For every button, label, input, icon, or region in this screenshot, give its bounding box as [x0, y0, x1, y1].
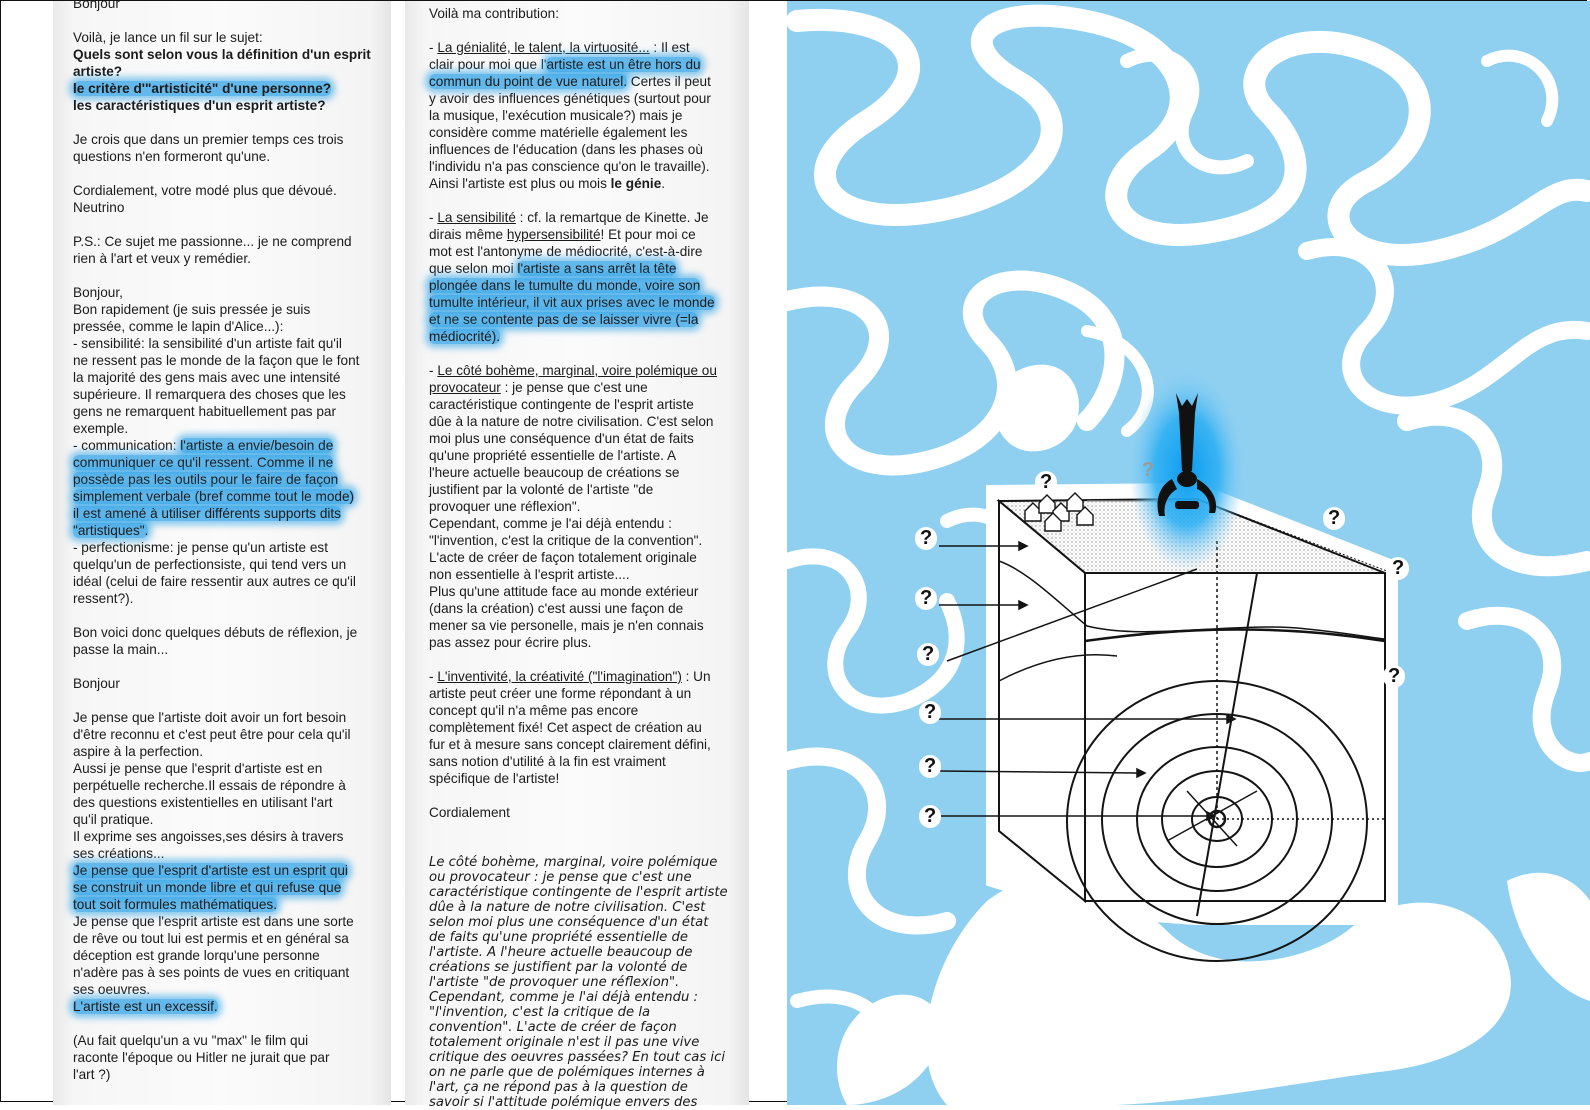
text-line: [73, 369, 385, 386]
highlighted-text: communiquer ce qu'il ressent. Comme il ne: [73, 455, 334, 470]
text-span: mot est l'antonyme de médiocrité, c'est-à-dire: [429, 244, 703, 259]
text-span: qu'une propriété essentielle de l'artiste. A: [429, 448, 677, 463]
text-line: [73, 624, 385, 641]
illustration-svg: [787, 1, 1590, 1105]
text-span: concept qu'il n'a même pas encore: [429, 703, 639, 718]
text-line: [429, 5, 744, 22]
text-line: [429, 294, 744, 311]
text-line: [73, 522, 385, 539]
text-line: [429, 73, 744, 90]
text-span: Je crois que dans un premier temps ces trois: [73, 132, 344, 147]
text-span: -: [429, 363, 438, 378]
highlighted-text: et ne se contente pas de se laisser vivre (=la: [429, 312, 699, 327]
text-span: dûe à la nature de notre civilisation. C'est selon: [429, 414, 714, 429]
highlighted-text: se construit un monde libre et qui refuse que: [73, 880, 342, 895]
text-line: [429, 634, 744, 651]
highlighted-text: le critère d'"artisticité" d'une personne?: [73, 81, 332, 96]
text-line: [73, 63, 385, 80]
illustration-panel: [787, 1, 1590, 1105]
text-span: caractéristique contingente de l'esprit artiste: [429, 397, 694, 412]
text-span: Il exprime ses angoisses,ses désirs à travers: [73, 829, 344, 844]
text-line: [429, 915, 744, 930]
highlighted-text: L'artiste est un excessif.: [73, 999, 218, 1014]
text-span: d'être reconnu et c'est peut être pour cela qu'il: [73, 727, 351, 742]
underlined-heading: Le côté bohème, marginal, voire polémique ou: [437, 363, 717, 378]
text-line: [73, 998, 385, 1015]
blank-line: [429, 821, 744, 855]
text-span: sans notion d'utilité à la fin est vraiment: [429, 754, 666, 769]
text-line: [429, 566, 744, 583]
blank-line: [73, 692, 385, 709]
text-span: selon moi plus une conséquence d'un état: [429, 915, 709, 930]
text-line: [429, 243, 744, 260]
text-line: [429, 311, 744, 328]
text-line: [73, 182, 385, 199]
text-line: [429, 930, 744, 945]
text-line: [429, 685, 744, 702]
text-line: [429, 396, 744, 413]
text-span: .: [661, 176, 666, 191]
text-line: [429, 413, 744, 430]
text-line: [73, 556, 385, 573]
text-line: [73, 46, 385, 63]
highlighted-text: plongée dans le tumulte du monde, voire son: [429, 278, 701, 293]
question-mark-label: ?: [1387, 557, 1409, 580]
text-line: [429, 1005, 744, 1020]
blank-line: [73, 1015, 385, 1032]
text-span: les caractéristiques d'un esprit artiste?: [73, 98, 326, 113]
text-span: justifient par la volonté de l'artiste "de: [429, 482, 654, 497]
text-span: : je pense que c'est une: [500, 380, 648, 395]
text-line: [73, 199, 385, 216]
text-line: [73, 913, 385, 930]
text-line: [73, 505, 385, 522]
text-span: mener sa vie personelle, mais je n'en connais: [429, 618, 704, 633]
text-line: [429, 107, 744, 124]
text-span: la musique, l'exécution musicale?) mais je: [429, 108, 683, 123]
text-span: Bonjour: [73, 676, 120, 691]
text-line: [73, 1066, 385, 1083]
highlighted-text: tout soit formules mathématiques.: [73, 897, 277, 912]
text-line: [429, 990, 744, 1005]
text-line: [429, 430, 744, 447]
text-line: [429, 515, 744, 532]
text-line: [73, 1032, 385, 1049]
text-span: spécifique de l'artiste!: [429, 771, 560, 786]
text-span: Plus qu'une attitude face au monde extérieur: [429, 584, 699, 599]
blank-line: [73, 658, 385, 675]
text-line: [429, 362, 744, 379]
text-line: [73, 862, 385, 879]
text-span: Cordialement: [429, 805, 510, 820]
text-line: [73, 896, 385, 913]
text-line: [73, 947, 385, 964]
text-line: [429, 1095, 744, 1110]
text-line: [429, 498, 744, 515]
text-span: ressent?).: [73, 591, 134, 606]
text-line: [73, 675, 385, 692]
text-line: [429, 56, 744, 73]
text-span: Cependant, comme je l'ai déjà entendu :: [429, 516, 672, 531]
text-span: clair pour moi que l': [429, 57, 547, 72]
text-span: ne ressent pas le monde de la façon que le font: [73, 353, 360, 368]
text-line: [73, 233, 385, 250]
underlined-heading: provocateur: [429, 380, 501, 395]
text-span: artiste peut créer une forme répondant à un: [429, 686, 692, 701]
text-span: perpétuelle recherche.Il essais de répondre à: [73, 778, 346, 793]
highlighted-text: médiocrité).: [429, 329, 501, 344]
blank-line: [429, 787, 744, 804]
text-line: [73, 131, 385, 148]
text-span: l'art ?): [73, 1067, 111, 1082]
text-line: [73, 539, 385, 556]
text-span: supérieure. Il remarquera des choses que les: [73, 387, 346, 402]
text-span: - perfectionisme: je pense qu'un artiste est: [73, 540, 328, 555]
text-line: [429, 600, 744, 617]
text-span: savoir si l'attitude polémique envers des: [429, 1095, 698, 1110]
text-span: aspire à la perfection.: [73, 744, 203, 759]
blank-line: [73, 12, 385, 29]
text-span: le génie: [610, 176, 662, 191]
text-line: [429, 39, 744, 56]
text-line: [429, 158, 744, 175]
text-line: [73, 1049, 385, 1066]
text-span: dirais même: [429, 227, 507, 242]
text-line: [73, 811, 385, 828]
highlighted-text: l'artiste a envie/besoin de: [180, 438, 334, 453]
text-line: [73, 29, 385, 46]
text-line: [429, 753, 744, 770]
highlighted-text: simplement verbale (bref comme tout le mode): [73, 489, 355, 504]
text-line: [429, 481, 744, 498]
text-line: [73, 97, 385, 114]
text-line: [429, 736, 744, 753]
text-span: l'heure actuelle beaucoup de créations se: [429, 465, 680, 480]
text-span: non essentielle à l'esprit artiste....: [429, 567, 630, 582]
text-span: -: [429, 669, 438, 684]
text-span: Bonjour,: [73, 285, 123, 300]
text-span: Ainsi l'artiste est plus ou mois: [429, 176, 611, 191]
text-line: [429, 447, 744, 464]
underlined-heading: L'inventivité, la créativité ("l'imagination"): [437, 669, 682, 684]
question-mark-label: ?: [1383, 665, 1405, 688]
blank-line: [73, 165, 385, 182]
highlighted-text: tumulte intérieur, il vit aux prises avec le monde: [429, 295, 715, 310]
text-line: [73, 709, 385, 726]
text-line: [429, 549, 744, 566]
left-forum-text: [73, 0, 385, 1083]
text-line: [73, 420, 385, 437]
text-span: idéal (celui de faire ressentir aux autres ce qu'il: [73, 574, 356, 589]
text-line: [73, 250, 385, 267]
question-mark-label: ?: [915, 527, 937, 550]
text-span: gens ne remarquent habituellement pas par: [73, 404, 336, 419]
text-span: des questions existentielles en utilisant l'art: [73, 795, 333, 810]
text-line: [429, 209, 744, 226]
text-span: (Au fait quelqu'un a vu "max" le film qui: [73, 1033, 309, 1048]
text-span: l'individu n'a pas conscience qu'on le travaille).: [429, 159, 710, 174]
question-mark-label: ?: [1142, 459, 1155, 481]
text-span: - communication:: [73, 438, 181, 453]
text-span: -: [429, 40, 438, 55]
text-span: exemple.: [73, 421, 129, 436]
blank-line: [429, 345, 744, 362]
text-span: considère comme matérielle également les: [429, 125, 688, 140]
text-line: [429, 770, 744, 787]
text-span: totalement originale n'est il pas une vive: [429, 1035, 700, 1050]
text-line: [429, 900, 744, 915]
text-line: [429, 90, 744, 107]
text-span: questions n'en formeront qu'une.: [73, 149, 271, 164]
text-span: Le côté bohème, marginal, voire polémique: [429, 855, 718, 870]
text-line: [73, 845, 385, 862]
text-span: Bon rapidement (je suis pressée je suis: [73, 302, 311, 317]
question-mark-label: ?: [919, 805, 941, 828]
text-span: : Un: [681, 669, 711, 684]
text-span: influences de l'éducation (dans les phases où: [429, 142, 703, 157]
text-line: [429, 464, 744, 481]
text-line: [73, 777, 385, 794]
text-span: de rêve ou tout lui est permis et en général sa: [73, 931, 349, 946]
text-span: qu'il pratique.: [73, 812, 154, 827]
text-span: (dans la création) c'est aussi une façon de: [429, 601, 684, 616]
blank-line: [429, 22, 744, 39]
text-span: Je pense que l'esprit artiste est dans une sorte: [73, 914, 354, 929]
text-span: dûe à la nature de notre civilisation. C'est: [429, 900, 706, 915]
text-span: de faits qu'une propriété essentielle de: [429, 930, 688, 945]
text-span: Certes il peut: [627, 74, 711, 89]
text-span: Bon voici donc quelques débuts de réflexion, je: [73, 625, 358, 640]
text-line: [73, 284, 385, 301]
question-mark-label: ?: [919, 755, 941, 778]
question-mark-label: ?: [915, 587, 937, 610]
highlighted-text: "artistiques".: [73, 523, 149, 538]
text-span: que selon moi: [429, 261, 518, 276]
text-line: [73, 454, 385, 471]
text-line: [73, 964, 385, 981]
text-span: : Il est: [649, 40, 690, 55]
text-span: raconte l'époque ou Hitler ne jurait que par: [73, 1050, 330, 1065]
text-span: créations se justifient par la volonté de: [429, 960, 688, 975]
text-span: passe la main...: [73, 642, 169, 657]
text-line: [73, 0, 385, 12]
text-span: provoquer une réflexion".: [429, 499, 581, 514]
text-span: artiste?: [73, 64, 123, 79]
text-span: rien à l'art et veux y remédier.: [73, 251, 251, 266]
text-line: [429, 277, 744, 294]
text-line: [73, 743, 385, 760]
text-line: [429, 870, 744, 885]
text-line: [73, 573, 385, 590]
text-line: [429, 702, 744, 719]
text-line: [73, 794, 385, 811]
text-span: Cordialement, votre modé plus que dévoué.: [73, 183, 337, 198]
text-line: [73, 318, 385, 335]
question-mark-label: ?: [1035, 471, 1057, 494]
text-line: [73, 352, 385, 369]
text-span: Cependant, comme je l'ai déjà entendu :: [429, 990, 698, 1005]
highlighted-text: artiste est un être hors du: [546, 57, 701, 72]
text-span: l'art, ça ne répond pas à la question de: [429, 1080, 688, 1095]
text-line: [73, 335, 385, 352]
text-line: [429, 1035, 744, 1050]
text-span: l'artiste. A l'heure actuelle beaucoup de: [429, 945, 693, 960]
text-line: [73, 641, 385, 658]
text-line: [73, 403, 385, 420]
text-line: [429, 668, 744, 685]
text-line: [429, 975, 744, 990]
text-line: [73, 760, 385, 777]
blank-line: [73, 114, 385, 131]
highlighted-text: Je pense que l'esprit d'artiste est un esprit qui: [73, 863, 348, 878]
blank-line: [73, 216, 385, 233]
text-line: [429, 1020, 744, 1035]
text-line: [429, 379, 744, 396]
cube-scene: [939, 371, 1392, 961]
middle-forum-text: [429, 5, 744, 1110]
text-span: Voilà ma contribution:: [429, 6, 559, 21]
text-line: [429, 260, 744, 277]
question-mark-label: ?: [919, 701, 941, 724]
text-span: ses créations...: [73, 846, 165, 861]
text-span: -: [429, 210, 438, 225]
text-span: Voilà, je lance un fil sur le sujet:: [73, 30, 263, 45]
text-line: [73, 80, 385, 97]
text-line: [429, 804, 744, 821]
text-span: ses oeuvres.: [73, 982, 151, 997]
text-span: la majorité des gens mais avec une intensité: [73, 370, 341, 385]
text-span: convention". L'acte de créer de façon: [429, 1020, 677, 1035]
text-span: Quels sont selon vous la définition d'un esprit: [73, 47, 371, 62]
text-line: [429, 583, 744, 600]
text-line: [429, 1050, 744, 1065]
blank-line: [73, 607, 385, 624]
text-line: [429, 175, 744, 192]
text-line: [73, 981, 385, 998]
text-span: ou provocateur : je pense que c'est une: [429, 870, 692, 885]
text-span: moi plus une conséquence d'un état de faits: [429, 431, 694, 446]
text-span: complètement fixé! Cet aspect de création au: [429, 720, 702, 735]
underlined-heading: La génialité, le talent, la virtuosité...: [437, 40, 650, 55]
text-span: pas assez pour écrire plus.: [429, 635, 592, 650]
text-span: Aussi je pense que l'esprit d'artiste est en: [73, 761, 323, 776]
text-line: [429, 1080, 744, 1095]
text-line: [73, 590, 385, 607]
text-line: [73, 488, 385, 505]
text-line: [429, 719, 744, 736]
text-span: ! Et pour moi ce: [600, 227, 696, 242]
text-span: n'adère pas à ses points de vues en critiquant: [73, 965, 350, 980]
text-span: fur et à mesure sans concept clairement défini,: [429, 737, 711, 752]
text-line: [429, 226, 744, 243]
question-mark-label: ?: [917, 643, 939, 666]
text-line: [429, 328, 744, 345]
text-line: [429, 617, 744, 634]
text-span: - sensibilité: la sensibilité d'un artiste fait qu'il: [73, 336, 342, 351]
text-span: Neutrino: [73, 200, 125, 215]
blank-line: [429, 192, 744, 209]
text-line: [73, 437, 385, 454]
text-span: déception est grande lorqu'une personne: [73, 948, 320, 963]
text-line: [73, 301, 385, 318]
text-span: quelqu'un de perfectionsiste, qui tend vers un: [73, 557, 347, 572]
text-span: P.S.: Ce sujet me passionne... je ne comprend: [73, 234, 352, 249]
text-span: Je pense que l'artiste doit avoir un fort besoin: [73, 710, 347, 725]
text-span: l'artiste "de provoquer une réflexion".: [429, 975, 680, 990]
text-span: L'acte de créer de façon totalement originale: [429, 550, 697, 565]
text-line: [429, 1065, 744, 1080]
highlighted-text: il est amené à utiliser différents supports dits: [73, 506, 341, 521]
text-line: [429, 945, 744, 960]
blank-line: [73, 267, 385, 284]
text-line: [73, 930, 385, 947]
text-line: [429, 960, 744, 975]
text-line: [429, 141, 744, 158]
text-line: [429, 124, 744, 141]
text-line: [73, 828, 385, 845]
text-line: [429, 532, 744, 549]
text-line: [73, 879, 385, 896]
text-line: [429, 885, 744, 900]
text-span: y avoir des influences génétiques (surtout pour: [429, 91, 711, 106]
question-mark-label: ?: [1323, 507, 1345, 530]
text-span: caractéristique contingente de l'esprit artiste: [429, 885, 728, 900]
text-span: "l'invention, c'est la critique de la: [429, 1005, 651, 1020]
underlined-heading: La sensibilité: [437, 210, 516, 225]
highlighted-text: l'artiste a sans arrêt la tête: [517, 261, 677, 276]
text-span: pressée, comme le lapin d'Alice...):: [73, 319, 284, 334]
text-line: [429, 855, 744, 870]
text-span: Bonjour: [73, 0, 120, 11]
text-span: on ne parle que de polémiques internes à: [429, 1065, 705, 1080]
highlighted-text: possède pas les outils pour le faire de façon: [73, 472, 339, 487]
highlighted-text: commun du point de vue naturel.: [429, 74, 627, 89]
text-span: : cf. la remartque de Kinette. Je: [515, 210, 709, 225]
text-line: [73, 471, 385, 488]
text-span: critique des oeuvres passées? En tout cas ici: [429, 1050, 725, 1065]
text-span: "l'invention, c'est la critique de la convention".: [429, 533, 703, 548]
text-line: [73, 148, 385, 165]
blank-line: [429, 651, 744, 668]
text-line: [73, 386, 385, 403]
text-line: [73, 726, 385, 743]
underlined-heading: hypersensibilité: [506, 227, 601, 242]
